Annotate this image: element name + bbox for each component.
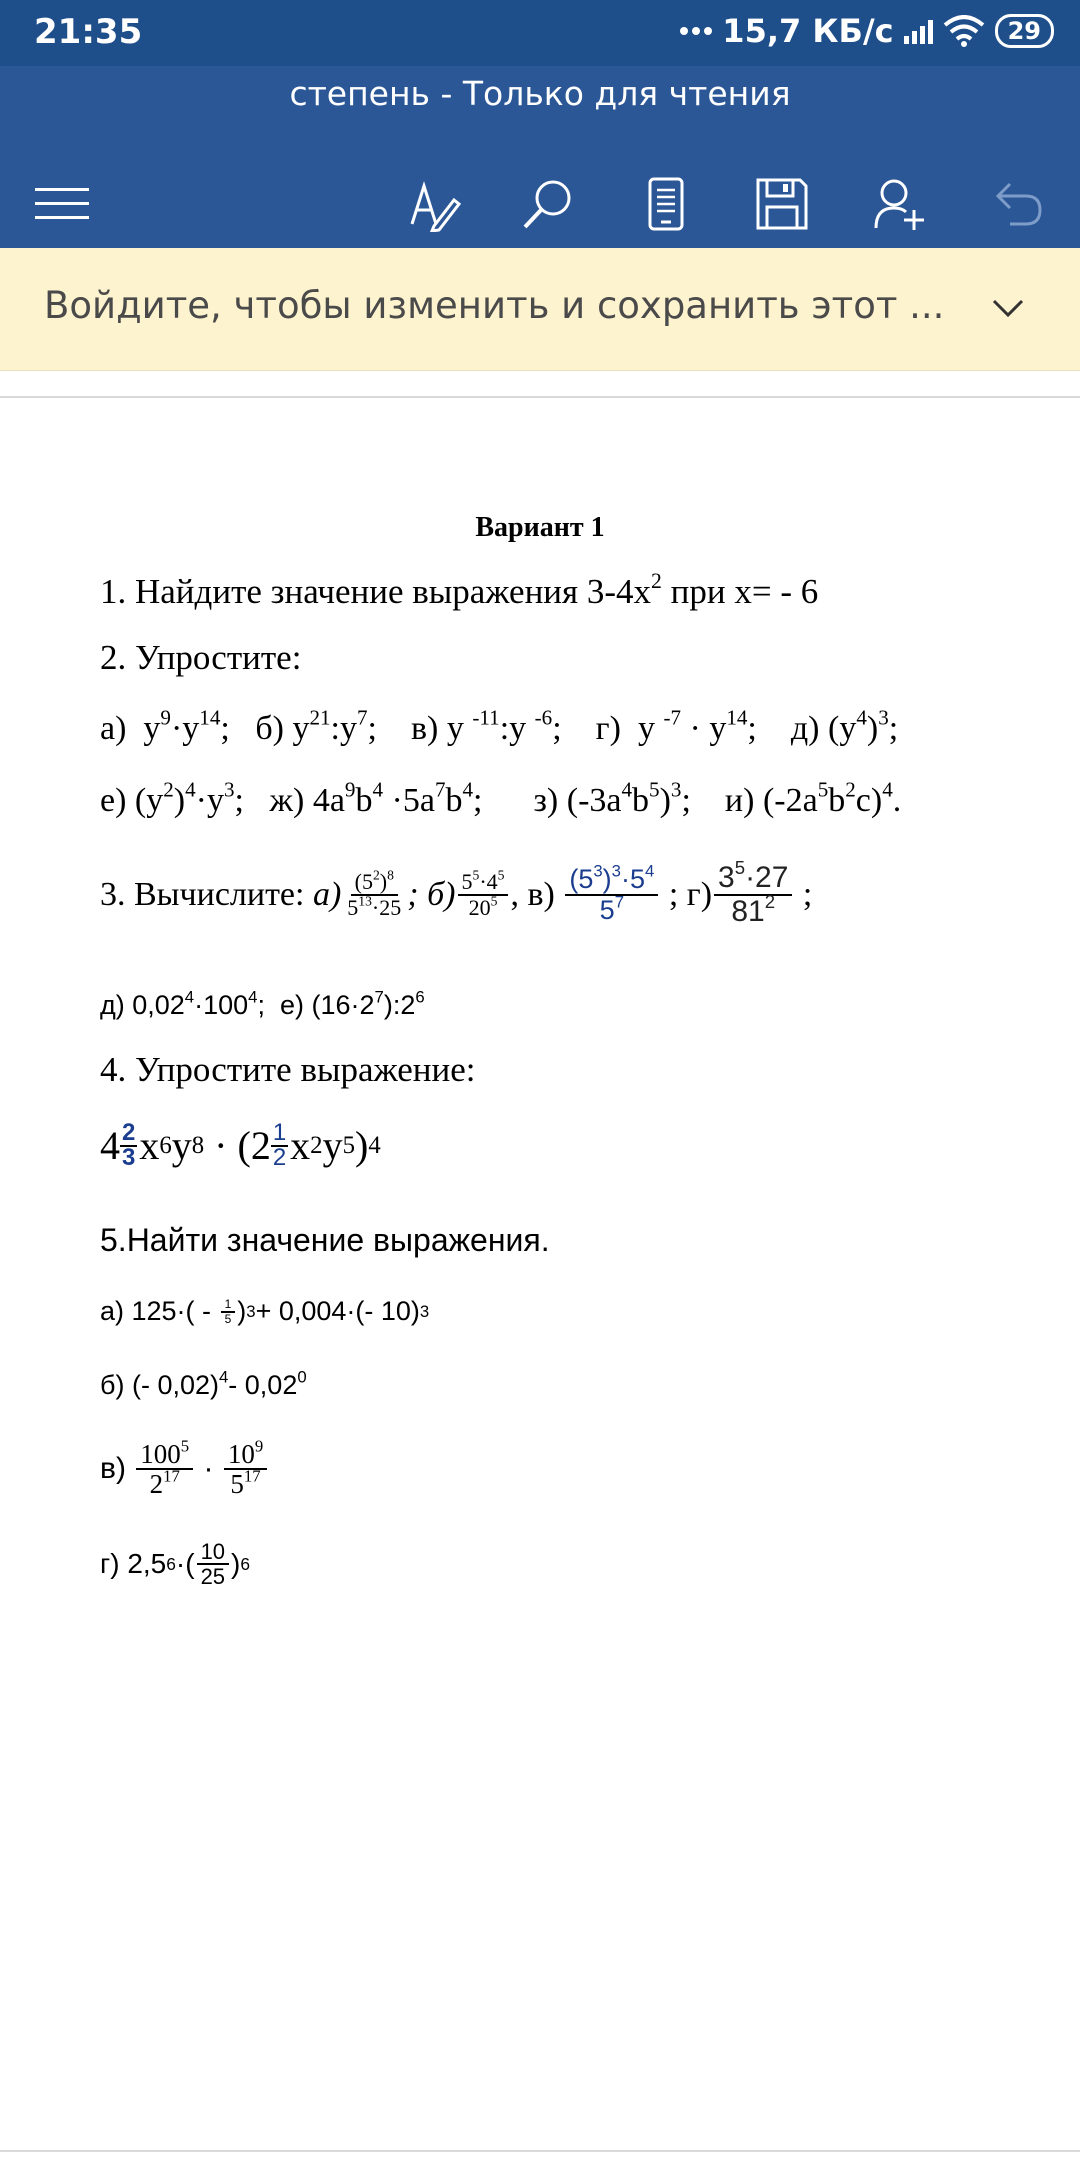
question-5a: а) 125·( - $\frac{1}{5}$ ) 3 + 0,004·(- 10) 3: [100, 1296, 430, 1326]
question-5d: г) 2,5 6 ·( $\frac{10}{25}$ ) 6: [100, 1539, 251, 1590]
q3-d-label: д) 0,02: [100, 990, 185, 1020]
label-e: д): [790, 710, 820, 747]
question-5: 5.Найти значение выражения.: [100, 1222, 550, 1258]
q3-e-label: е) (16·2: [279, 990, 375, 1020]
question-1: [100, 568, 819, 612]
q3-c: , в): [510, 875, 555, 913]
q1-exp: 2: [651, 568, 662, 593]
document-title: степень - Только для чтения: [289, 74, 791, 113]
fraction-a: $\frac{(5^2)^8}{5^{13}\cdot 25}$: [347, 867, 402, 920]
question-4: 4. Упростите выражение:: [100, 1050, 476, 1089]
chevron-down-icon[interactable]: [988, 288, 1028, 328]
label-c: в): [410, 710, 439, 747]
question-3-row-2: д) $0,02^4\cdot 100^4$; е) $(16\cdot 2^7):2^6$: [100, 987, 425, 1020]
question-2-row-1: а) $y^9\cdot y^{14}$; б) $y^{21}:y^7$; в) y $^{-11}$:y $^{-6}$; г) y $^{-7} \cdot y^{14}$; д) $(y^4)^3$;: [100, 705, 899, 747]
fraction-100-5: $\frac{100^5}{2^{17}}$: [136, 1440, 193, 1499]
label-b: б): [255, 710, 284, 747]
menu-icon[interactable]: [32, 174, 92, 234]
save-icon[interactable]: [752, 174, 812, 234]
app-header: [0, 66, 1080, 248]
label-ye: е): [100, 782, 127, 819]
status-right: [680, 12, 1054, 50]
label-z: з): [533, 782, 559, 819]
bottom-divider: [0, 2150, 1080, 2152]
label-zh: ж): [269, 782, 305, 819]
edit-icon[interactable]: [404, 174, 464, 234]
signal-icon: [904, 18, 933, 44]
battery-indicator: 29: [995, 14, 1054, 48]
fraction-d: $\frac{3^5\cdot 27}{81^2}$: [714, 862, 792, 927]
q3-a: а): [312, 875, 342, 913]
q5b-label: б) (- 0,02): [100, 1370, 219, 1400]
more-dots-icon: [680, 27, 712, 35]
fraction-b: $\frac{5^5\cdot 4^5}{20^5}$: [458, 870, 509, 918]
question-4-expression: 4 2 3 x 6 y 8 · (2 1 2 x 2 y 5 ) 4: [100, 1119, 381, 1171]
q3-b: ; б): [407, 875, 456, 913]
search-icon[interactable]: [518, 174, 578, 234]
reading-view-icon[interactable]: [636, 174, 696, 234]
question-5b: б) (- 0,02)$^4$- 0,02$^0$: [100, 1367, 307, 1400]
question-2-row-2: е) $(y^2)^4\cdot y^3$; ж) $4a^9b^4 \cdot 5a^7b^4$; з) $(-3a^4b^5)^3$; и) $(-2a^5b^2c)^4$.: [100, 777, 902, 819]
variant-heading: Вариант 1: [475, 512, 605, 543]
fraction-10-9: $\frac{10^9}{5^{17}}$: [224, 1440, 267, 1499]
q3-d: ; г): [668, 875, 713, 913]
q5c-label: в): [100, 1452, 126, 1486]
label-d: г): [595, 710, 621, 747]
q5d-label: г) 2,5: [100, 1548, 167, 1580]
wifi-icon: [943, 15, 985, 47]
network-speed: 15,7 КБ/с: [722, 12, 894, 50]
sign-in-banner[interactable]: [0, 248, 1080, 371]
divider: [0, 396, 1080, 398]
q5a-label: а) 125·( -: [100, 1296, 212, 1326]
question-5c: в) $\frac{100^5}{2^{17}}$ · $\frac{10^9}{5^{17}}$: [100, 1440, 269, 1499]
mixed-fraction-1-2: 1 2: [272, 1119, 287, 1171]
share-icon[interactable]: [870, 174, 930, 234]
q1-text: 1. Найдите значение выражения 3-4x: [100, 572, 652, 611]
q3-label: 3. Вычислите:: [100, 875, 305, 913]
fraction-1-5: $\frac{1}{5}$: [221, 1298, 236, 1325]
toolbar: [0, 156, 1080, 246]
label-i: и): [724, 782, 755, 819]
undo-icon[interactable]: [988, 174, 1048, 234]
fraction-10-25: $\frac{10}{25}$: [197, 1540, 229, 1588]
banner-text: Войдите, чтобы изменить и сохранить этот ...: [44, 284, 945, 327]
status-bar: [0, 0, 1080, 66]
fraction-c: $\frac{(5^3)^3\cdot 5^4}{5^7}$: [565, 865, 658, 924]
question-2: 2. Упростите:: [100, 638, 302, 677]
label-a: а): [100, 710, 127, 747]
question-3: [100, 856, 813, 928]
mixed-fraction-2-3: 2 3: [122, 1119, 136, 1171]
document-page: [0, 400, 1080, 2140]
status-time: 21:35: [34, 12, 143, 52]
q1-tail: при x= - 6: [661, 572, 819, 611]
q3-end: ;: [802, 875, 813, 913]
